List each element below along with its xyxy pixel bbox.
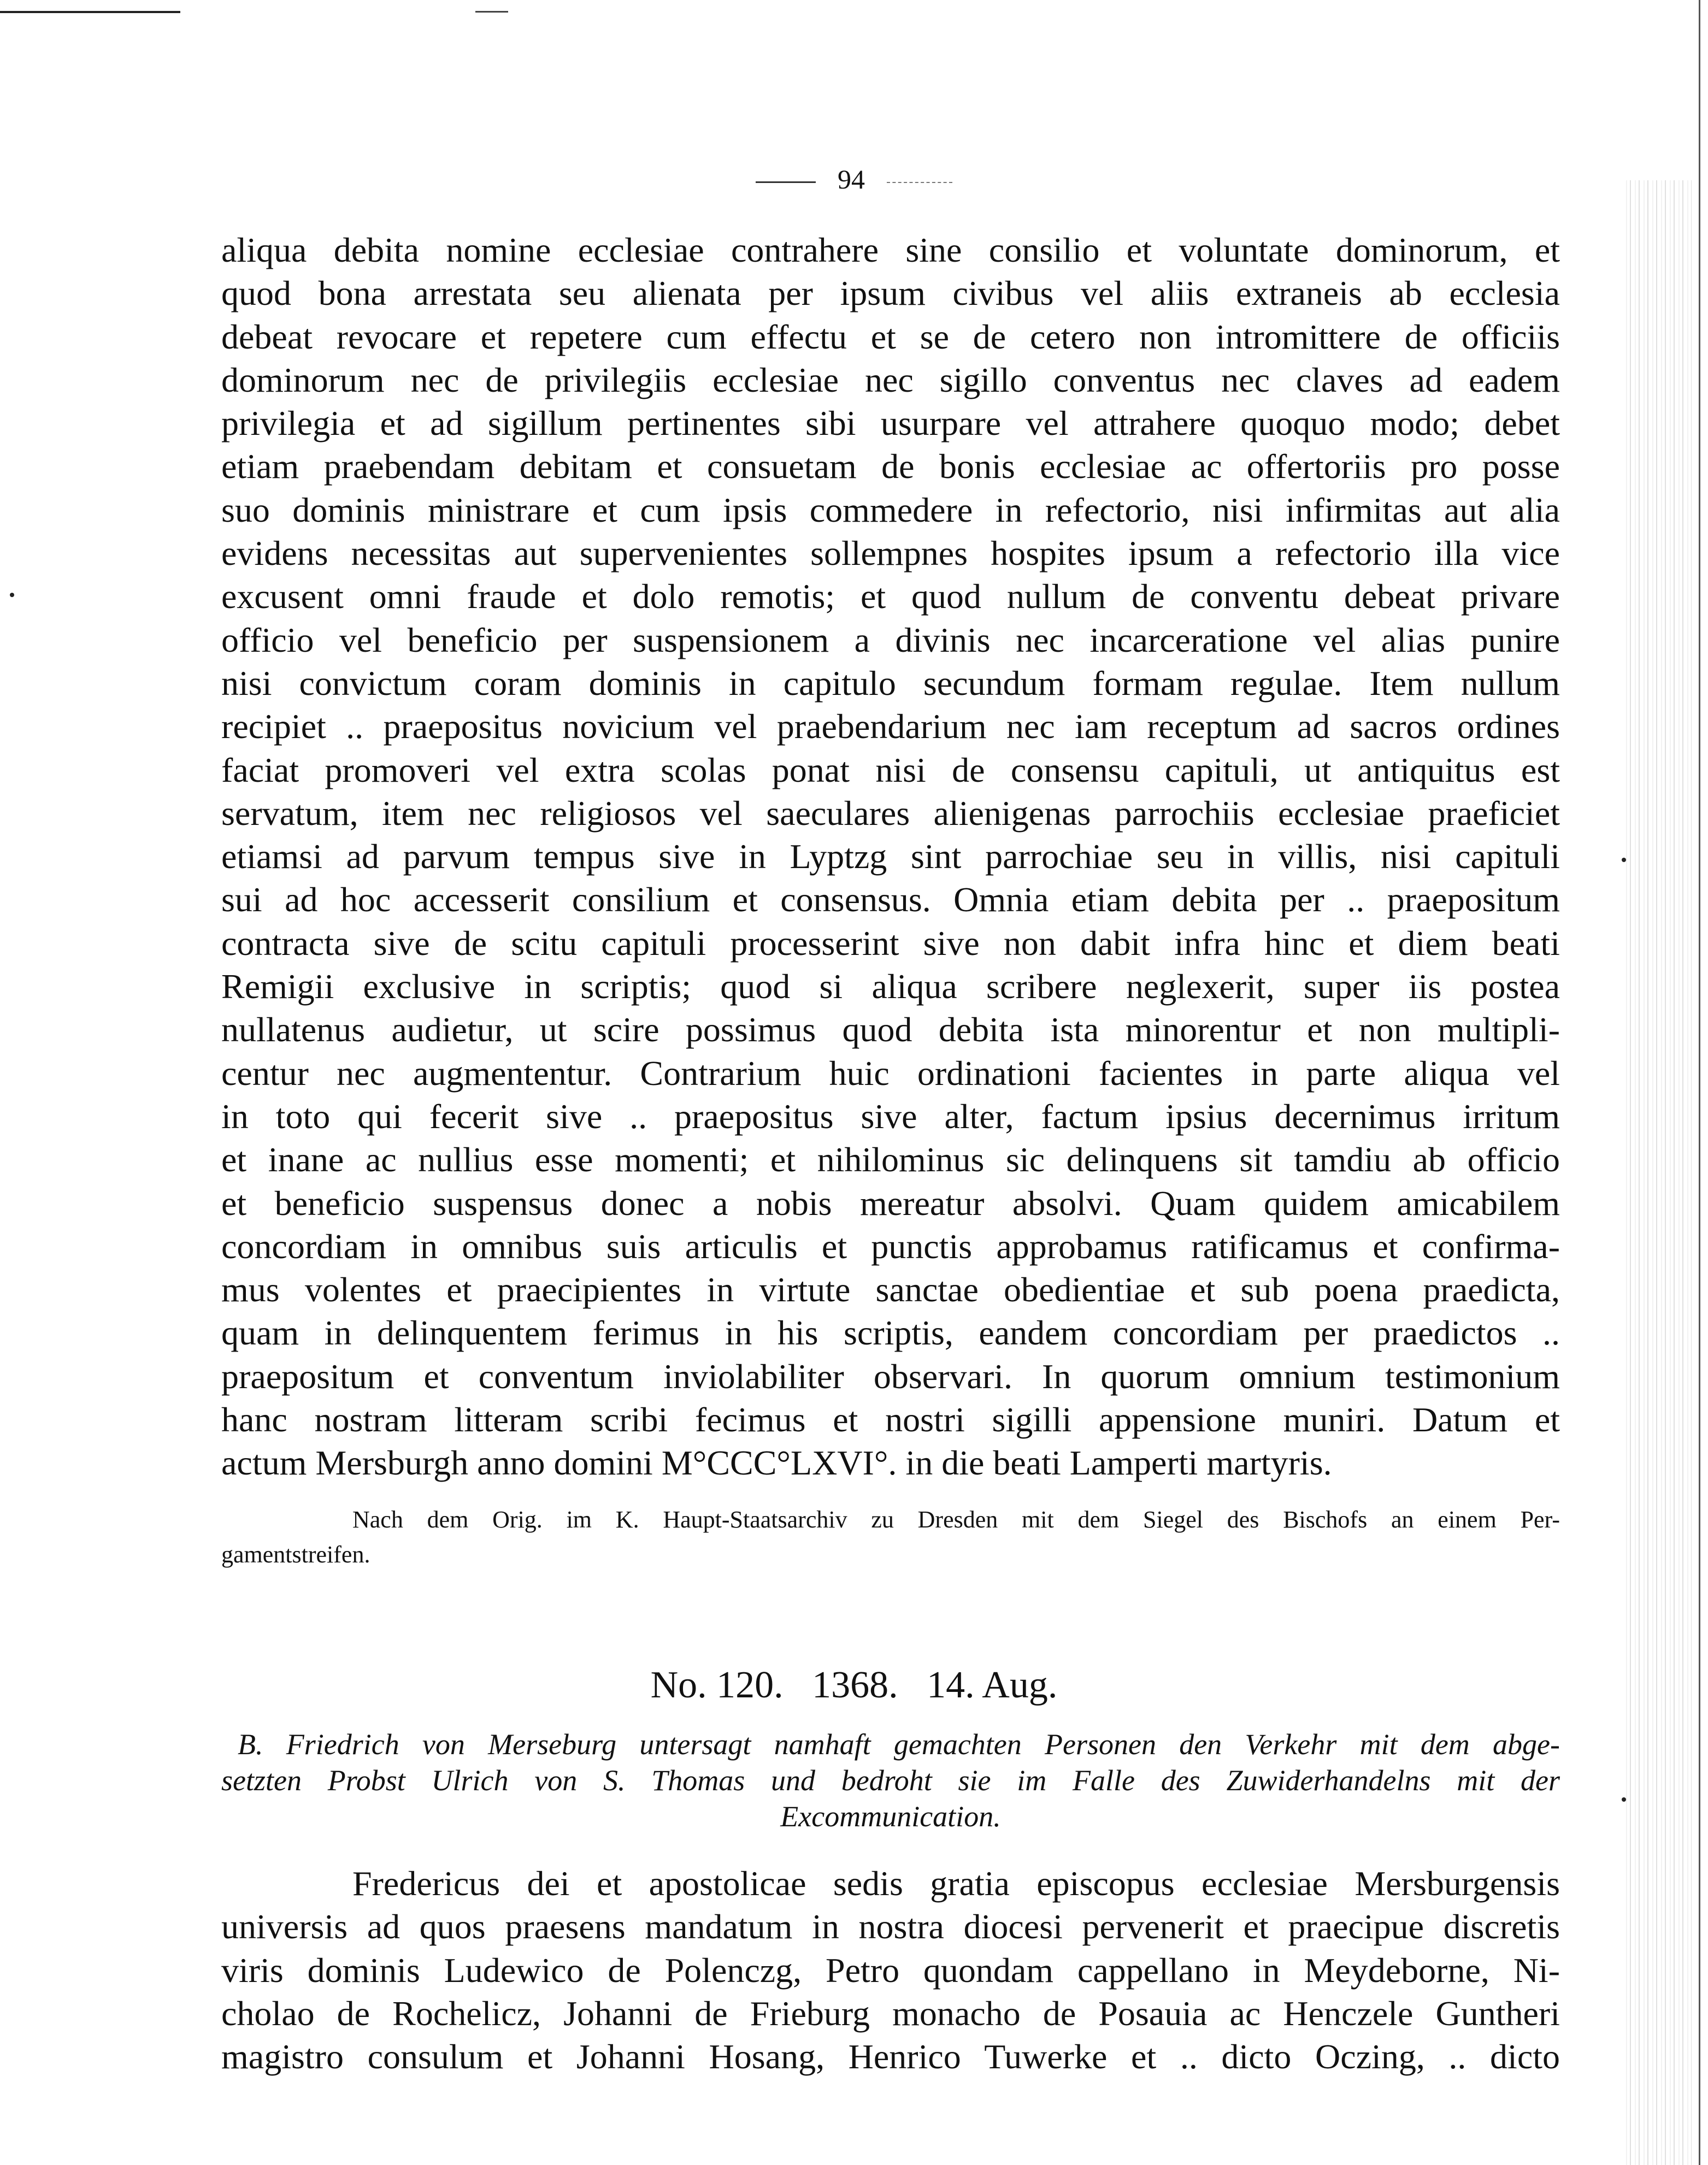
text-line: Fredericus dei et apostolicae sedis gratia episcopus ecclesiae Mersburgensis — [352, 1864, 1560, 1903]
text-line: praepositum et conventum inviolabiliter observari. In quorum omnium testimonium — [221, 1356, 1560, 1396]
page-number: 94 — [838, 164, 865, 194]
document-heading — [0, 1661, 1708, 1710]
source-footnote — [221, 1502, 1560, 1572]
text-line: in toto qui fecerit sive .. praepositus sive alter, factum ipsius decernimus irritum — [221, 1096, 1560, 1136]
scan-top-rule — [0, 11, 180, 13]
summary-line: setzten Probst Ulrich von S. Thomas und bedroht sie im Falle des Zuwiderhandelns mit der — [221, 1764, 1560, 1797]
text-line: quod bona arrestata seu alienata per ipsum civibus vel aliis extraneis ab ecclesia — [221, 274, 1560, 313]
scan-binding-edge — [1626, 180, 1692, 2165]
text-line: servatum, item nec religiosos vel saeculares alienigenas parrochiis ecclesiae praeficiet — [221, 793, 1560, 833]
text-line: excusent omni fraude et dolo remotis; et quod nullum de conventu debeat privare — [221, 577, 1560, 616]
document-year: 1368. — [812, 1664, 898, 1706]
text-line: centur nec augmententur. Contrarium huic ordinationi facientes in parte aliqua vel — [221, 1053, 1560, 1093]
text-line: etiam praebendam debitam et consuetam de bonis ecclesiae ac offertoriis pro posse — [221, 447, 1560, 486]
text-line: contracta sive de scitu capituli processerint sive non dabit infra hinc et diem beati — [221, 923, 1560, 963]
header-dash-left — [756, 181, 816, 183]
text-line: Remigii exclusive in scriptis; quod si aliqua scribere neglexerit, super iis postea — [221, 967, 1560, 1006]
text-line: officio vel beneficio per suspensionem a divinis nec incarceratione vel alias punire — [221, 620, 1560, 659]
page-header — [0, 163, 1708, 196]
scan-speck — [10, 593, 14, 597]
scan-speck — [1622, 1797, 1626, 1802]
text-line: recipiet .. praepositus novicium vel praebendarium nec iam receptum ad sacros ordines — [221, 707, 1560, 746]
text-line: nisi convictum coram dominis in capitulo secundum formam regulae. Item nullum — [221, 663, 1560, 703]
text-line: concordiam in omnibus suis articulis et punctis approbamus ratificamus et confirma- — [221, 1226, 1560, 1266]
summary-line: B. Friedrich von Merseburg untersagt namhaft gemachten Personen den Verkehr mit dem abge- — [238, 1728, 1560, 1761]
footnote-line: Nach dem Orig. im K. Haupt-Staatsarchiv zu Dresden mit dem Siegel des Bischofs an einem Per- — [352, 1506, 1560, 1533]
text-line: actum Mersburgh anno domini M°CCC°LXVI°. in die beati Lamperti martyris. — [221, 1443, 1332, 1483]
text-line: evidens necessitas aut supervenientes sollempnes hospites ipsum a refectorio illa vice — [221, 534, 1560, 573]
text-line: viris dominis Ludewico de Polenczg, Petro quondam cappellano in Meydeborne, Ni- — [221, 1950, 1560, 1990]
scan-speck — [1622, 858, 1626, 862]
scan-page-edge — [1699, 0, 1700, 2165]
text-line: hanc nostram litteram scribi fecimus et nostri sigilli appensione muniri. Datum et — [221, 1400, 1560, 1440]
header-dash-right — [887, 182, 952, 183]
summary-line: Excommunication. — [780, 1800, 1001, 1833]
text-line: dominorum nec de privilegiis ecclesiae nec sigillo conventus nec claves ad eadem — [221, 360, 1560, 399]
text-line: debeat revocare et repetere cum effectu et se de cetero non intromittere de officiis — [221, 317, 1560, 356]
text-line: privilegia et ad sigillum pertinentes sibi usurpare vel attrahere quoquo modo; debet — [221, 404, 1560, 443]
text-line: faciat promoveri vel extra scolas ponat nisi de consensu capituli, ut antiquitus est — [221, 750, 1560, 789]
footnote-line: gamentstreifen. — [221, 1541, 370, 1568]
text-line: magistro consulum et Johanni Hosang, Henrico Tuwerke et .. dicto Oczing, .. dicto — [221, 2037, 1560, 2076]
text-line: suo dominis ministrare et cum ipsis commedere in refectorio, nisi infirmitas aut alia — [221, 490, 1560, 529]
text-line: quam in delinquentem ferimus in his scriptis, eandem concordiam per praedictos .. — [221, 1313, 1560, 1353]
scan-top-mark — [475, 11, 508, 13]
document-date: 14. Aug. — [927, 1664, 1058, 1706]
document-summary — [221, 1726, 1560, 1834]
text-line: nullatenus audietur, ut scire possimus quod debita ista minorentur et non multipli- — [221, 1010, 1560, 1049]
text-line: aliqua debita nomine ecclesiae contrahere sine consilio et voluntate dominorum, et — [221, 231, 1560, 269]
main-text-block — [221, 228, 1560, 1485]
text-line: et inane ac nullius esse momenti; et nihilominus sic delinquens sit tamdiu ab officio — [221, 1140, 1560, 1179]
second-text-block — [221, 1862, 1560, 2078]
text-line: etiamsi ad parvum tempus sive in Lyptzg sint parrochiae seu in villis, nisi capituli — [221, 837, 1560, 876]
text-line: cholao de Rochelicz, Johanni de Frieburg monacho de Posauia ac Henczele Guntheri — [221, 1993, 1560, 2033]
document-number: No. 120. — [650, 1664, 784, 1706]
text-line: universis ad quos praesens mandatum in nostra diocesi pervenerit et praecipue discretis — [221, 1907, 1560, 1946]
text-line: sui ad hoc accesserit consilium et consensus. Omnia etiam debita per .. praepositum — [221, 880, 1560, 919]
text-line: et beneficio suspensus donec a nobis mereatur absolvi. Quam quidem amicabilem — [221, 1183, 1560, 1223]
text-line: mus volentes et praecipientes in virtute sanctae obedientiae et sub poena praedicta, — [221, 1270, 1560, 1309]
